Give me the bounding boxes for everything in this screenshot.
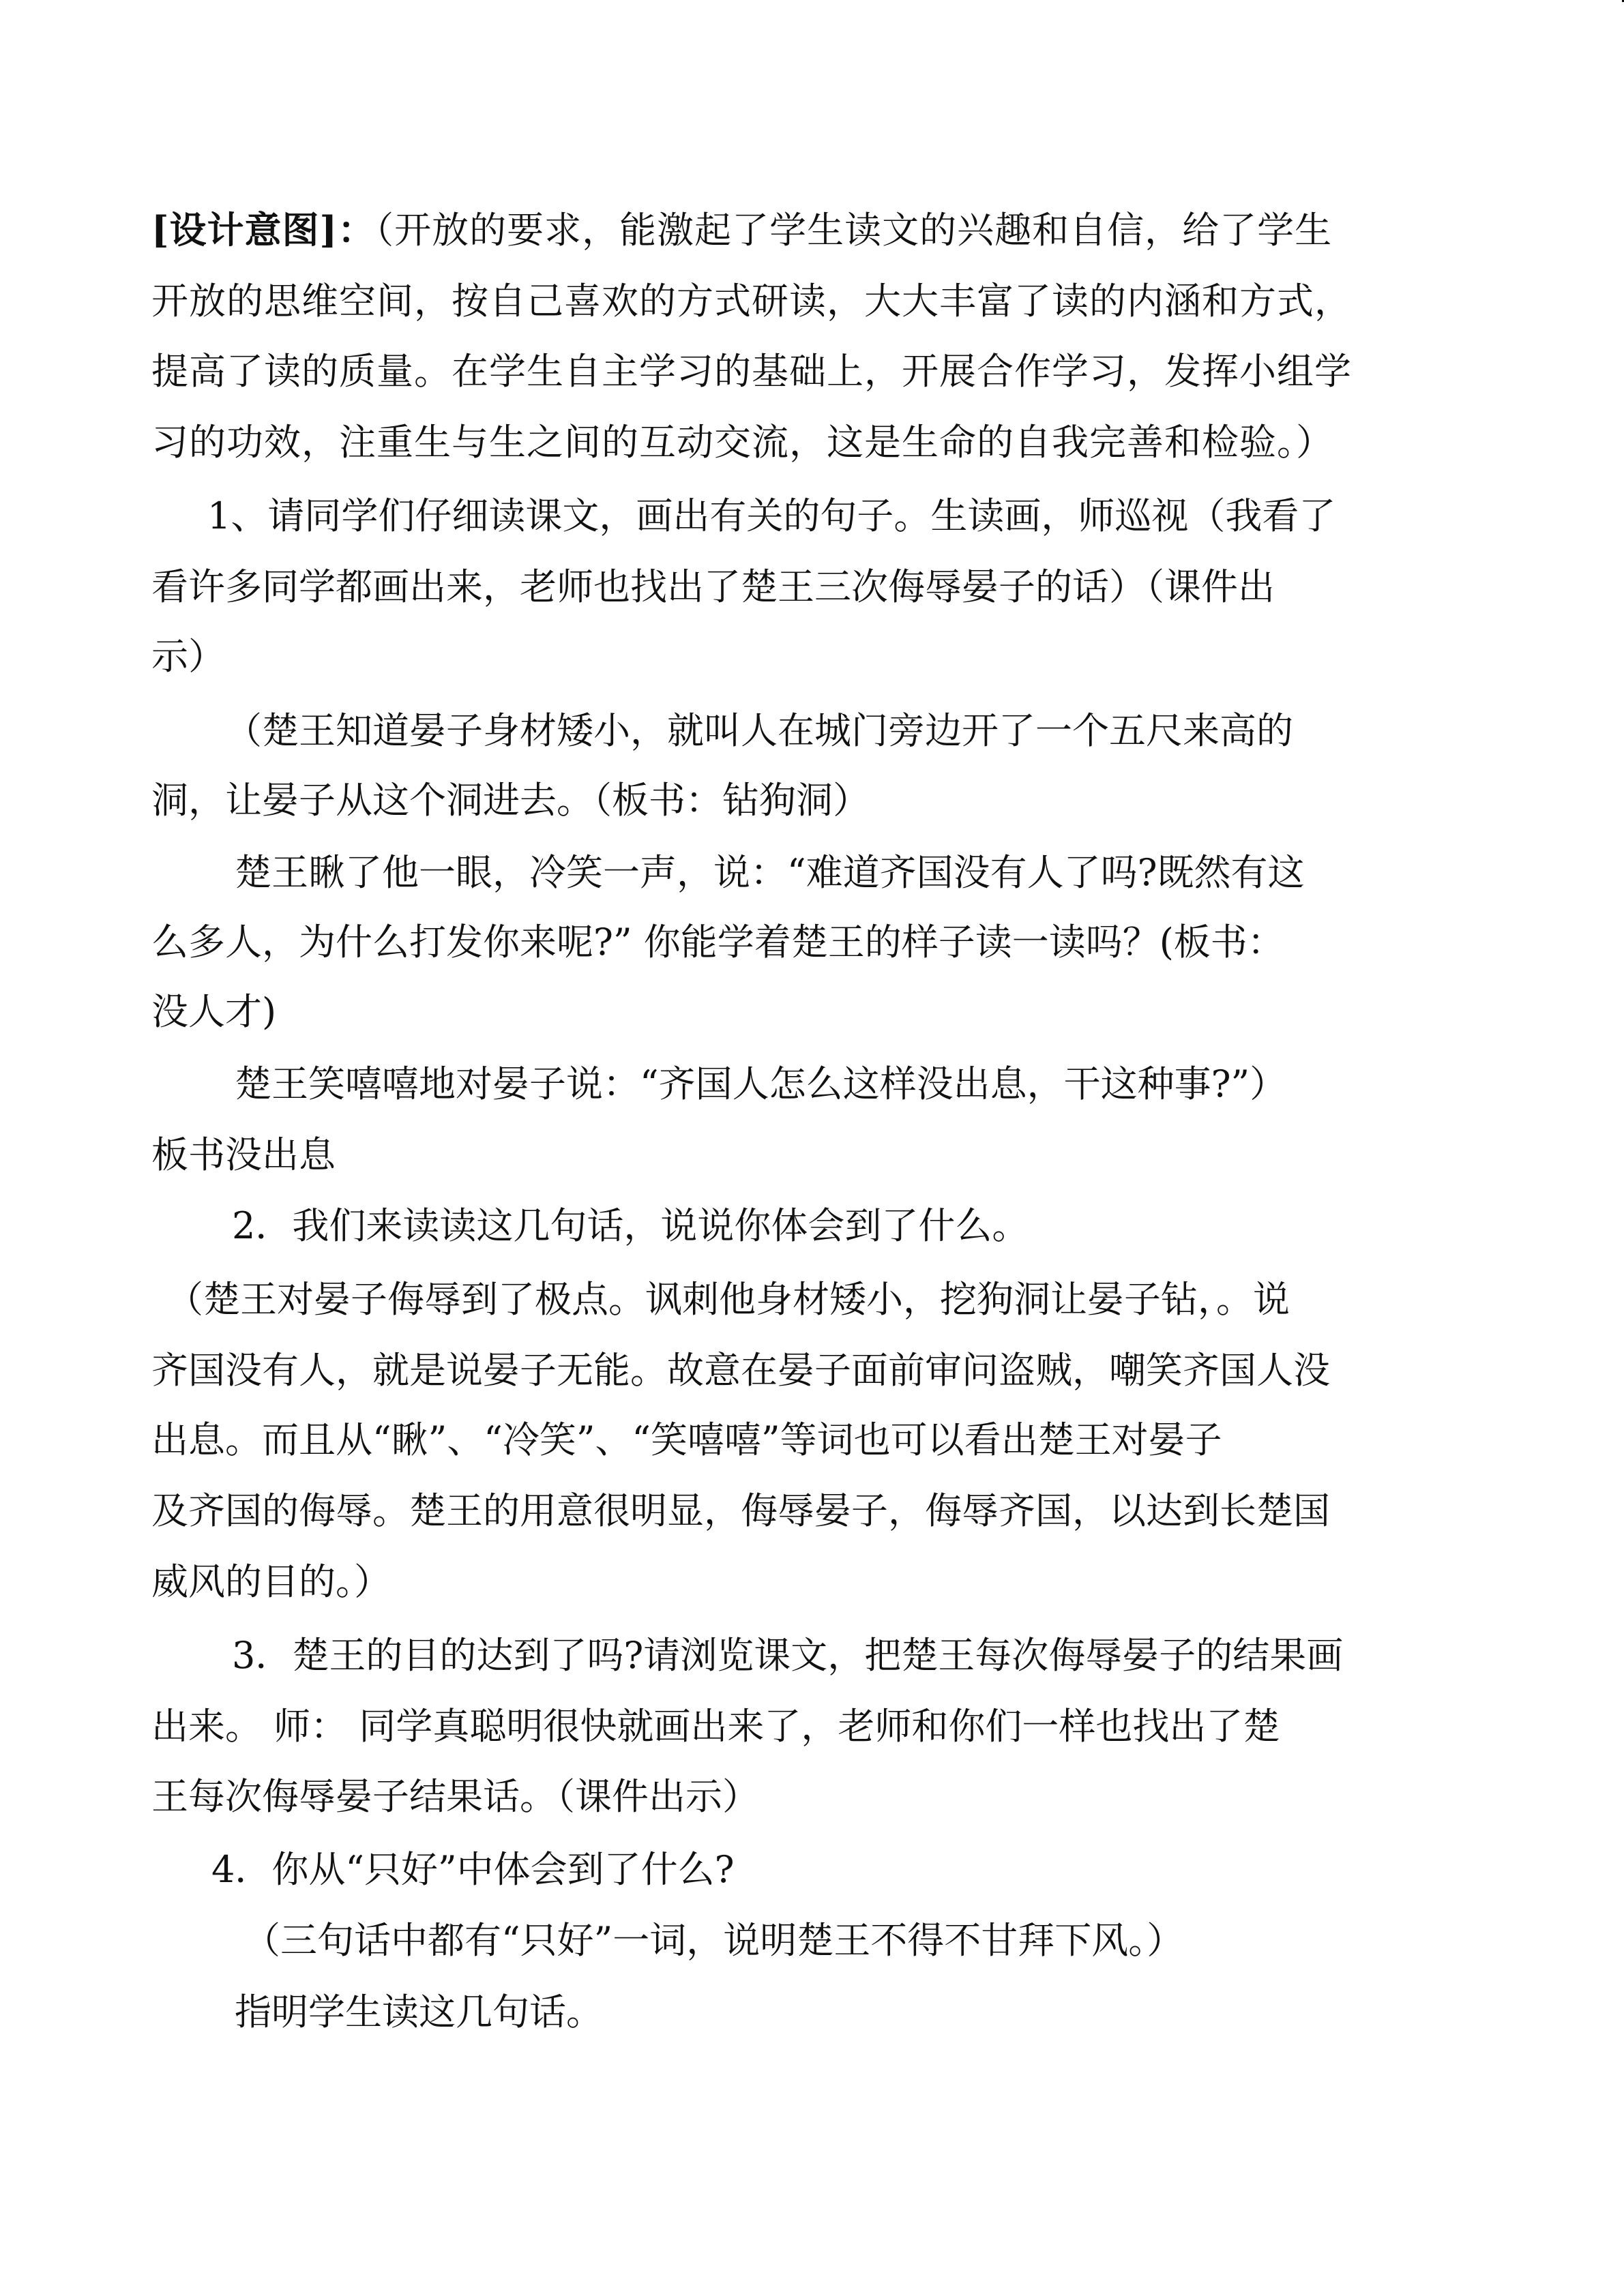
- paragraph-line: 没人才): [151, 990, 277, 1033]
- paragraph-line: 楚王笑嘻嘻地对晏子说：“齐国人怎么这样没出息，干这种事?”）: [235, 1062, 1287, 1105]
- paragraph-line: 开放的思维空间，按自己喜欢的方式研读，大大丰富了读的内涵和方式，: [151, 280, 1352, 323]
- paragraph-line: 4．你从“只好”中体会到了什么?: [211, 1848, 735, 1891]
- paragraph-line: 板书没出息: [151, 1133, 336, 1176]
- paragraph-line: 出息。而且从“瞅”、“冷笑”、“笑嘻嘻”等词也可以看出楚王对晏子: [151, 1418, 1222, 1461]
- paragraph-line: 楚王瞅了他一眼，冷笑一声，说：“难道齐国没有人了吗?既然有这: [235, 851, 1305, 894]
- paragraph-line: 1、请同学们仔细读课文，画出有关的句子。生读画，师巡视（我看了: [207, 494, 1336, 537]
- paragraph-line: [151, 208, 1333, 252]
- paragraph-line: （楚王知道晏子身材矮小，就叫人在城门旁边开了一个五尺来高的: [225, 709, 1293, 752]
- paragraph-line: 出来。 师： 同学真聪明很快就画出来了，老师和你们一样也找出了楚: [151, 1705, 1280, 1748]
- paragraph-line: 威风的目的。）: [151, 1560, 391, 1603]
- paragraph-line: 2．我们来读读这几句话，说说你体会到了什么。: [232, 1204, 1029, 1247]
- paragraph-line: （楚王对晏子侮辱到了极点。讽刺他身材矮小，挖狗洞让晏子钻，。说: [166, 1278, 1290, 1321]
- paragraph-line: 齐国没有人，就是说晏子无能。故意在晏子面前审问盗贼，嘲笑齐国人没: [151, 1349, 1330, 1392]
- paragraph-line: 提高了读的质量。在学生自主学习的基础上，开展合作学习，发挥小组学: [151, 350, 1352, 393]
- line-text: （开放的要求，能激起了学生读文的兴趣和自信，给了学生: [375, 209, 1333, 252]
- paragraph-line: 及齐国的侮辱。楚王的用意很明显，侮辱晏子，侮辱齐国，以达到长楚国: [151, 1489, 1330, 1532]
- design-intent-label: [设计意图]：: [151, 208, 376, 252]
- paragraph-line: 王每次侮辱晏子结果话。（课件出示）: [151, 1775, 759, 1818]
- paragraph-line: 洞，让晏子从这个洞进去。（板书：钻狗洞）: [151, 779, 870, 822]
- paragraph-line: （三句话中都有“只好”一词，说明楚王不得不甘拜下风。）: [243, 1919, 1184, 1962]
- paragraph-line: 么多人，为什么打发你来呢?” 你能学着楚王的样子读一读吗？(板书：: [151, 921, 1284, 964]
- paragraph-line: 指明学生读这几句话。: [235, 1991, 603, 2033]
- paragraph-line: 习的功效，注重生与生之间的互动交流，这是生命的自我完善和检验。）: [151, 421, 1333, 464]
- paragraph-line: 3．楚王的目的达到了吗?请浏览课文，把楚王每次侮辱晏子的结果画: [232, 1634, 1344, 1677]
- paragraph-line: 示）: [151, 635, 225, 678]
- paragraph-line: 看许多同学都画出来，老师也找出了楚王三次侮辱晏子的话）（课件出: [151, 565, 1275, 608]
